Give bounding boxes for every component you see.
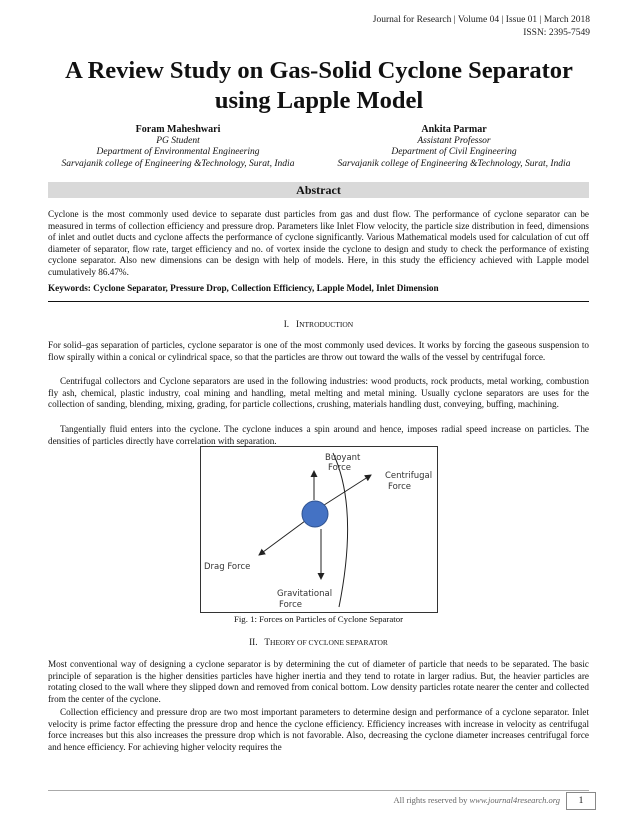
footer-site-link[interactable]: www.journal4research.org	[469, 795, 560, 805]
title-line-2: using Lapple Model	[214, 87, 424, 114]
section-title-initial: I	[296, 319, 300, 329]
journal-header	[373, 14, 590, 40]
page-number: 1	[566, 792, 596, 810]
label-gravitational-1: Gravitational	[277, 589, 333, 599]
intro-paragraph-1: For solid–gas separation of particles, cyclone separator is one of the most commonly used devices. It works by forcing the gaseous suspension to flow spirally within a conical or cylindrical space, so that the particles are throw out toward the walls of the vessel by centrifugal force.	[48, 340, 589, 362]
author-block-2	[314, 124, 594, 170]
label-centrifugal-1: Centrifugal	[385, 471, 433, 481]
theory-paragraph-1: Most conventional way of designing a cyclone separator is by determining the cut of diameter of particle that needs to be separated. The basic principle of separation is the higher densities particles have higher inertia and they tend to rotate in larger radius. But, the heavier particles are rotating closed to the wall where they slipped down and removed from conical bottom. Low density particles rotate nearer the center and collected from the center of the cyclone.	[48, 659, 589, 704]
author-role: PG Student	[156, 135, 200, 146]
keywords-list: Cyclone Separator, Pressure Drop, Collection Efficiency, Lapple Model, Inlet Dimension	[93, 283, 439, 293]
journal-line: Journal for Research | Volume 04 | Issue 01 | March 2018	[372, 15, 590, 25]
author-institution: Sarvajanik college of Engineering &Technology, Surat, India	[337, 158, 571, 169]
intro-paragraph-2: Centrifugal collectors and Cyclone separators are used in the following industries: wood products, rock products, metal working, combustion fly ash, chemical, plastic industry, coal mining and handling, metal melting and metal mining. Usually cyclone separators are uses for the collection of sanding, blending, mixing, grading, for particle collections, crushing, materials handling dust, conveying, buffing, machining.	[48, 376, 589, 410]
author-institution: Sarvajanik college of Engineering &Technology, Surat, India	[61, 158, 295, 169]
title-line-1: A Review Study on Gas-Solid Cyclone Separator	[65, 57, 573, 84]
author-name: Ankita Parmar	[421, 124, 487, 135]
label-buoyant-1: Buoyant	[325, 453, 361, 463]
forces-diagram-svg	[201, 447, 437, 612]
footer-divider	[48, 790, 589, 791]
section-title-initial: T	[264, 637, 271, 647]
section-heading-theory	[48, 636, 589, 649]
figure-caption: Fig. 1: Forces on Particles of Cyclone Separator	[233, 614, 404, 624]
footer-rights	[0, 795, 560, 805]
keywords-label: Keywords:	[48, 283, 91, 293]
section-heading-introduction	[48, 318, 589, 331]
footer-rights-label: All rights reserved by	[393, 795, 468, 805]
particle	[302, 501, 328, 527]
label-gravitational-2: Force	[279, 600, 302, 610]
abstract-text	[48, 209, 589, 279]
section-title-rest: NTRODUCTION	[299, 320, 354, 329]
label-drag: Drag Force	[204, 562, 251, 572]
abstract-body: Cyclone is the most commonly used device to separate dust particles from gas and dust flow. The performance of cyclone separator can be measured in terms of collection efficiency and pressure drop. Parameters like Inlet Flow velocity, the particle size distribution in feed, dimensions of inlet and outlet ducts and cyclone affects the performance of cyclone significantly. Various Mathematical models used for calculation of cut off diameter of separator, flow rate, target efficiency and no. of vortex inside the cyclone to design and study to check the performance of existing cyclone separator. Also new dimensions can be design with help of models. Here, in this study the efficiency achieved with Lapple model cumulatively 86.47%.	[48, 209, 589, 277]
author-department: Department of Civil Engineering	[391, 147, 517, 157]
section-numeral: I.	[283, 319, 290, 329]
intro-paragraph-3: Tangentially fluid enters into the cyclone. The cyclone induces a spin around and hence, imposes radial speed increase on particles. The densities of particles directly have correlation with separation.	[48, 424, 589, 446]
author-role: Assistant Professor	[417, 135, 491, 146]
figure-forces-diagram	[200, 446, 438, 613]
author-block-1	[38, 124, 318, 170]
section-numeral: II.	[249, 637, 258, 647]
section-title-rest: HEORY OF CYCLONE SEPARATOR	[270, 638, 388, 647]
label-buoyant-2: Force	[328, 463, 351, 473]
cyclone-wall-curve	[333, 453, 348, 607]
drag-arrow	[259, 521, 305, 555]
author-department: Department of Environmental Engineering	[96, 147, 260, 157]
paper-title	[40, 56, 598, 116]
abstract-heading: Abstract	[48, 182, 589, 198]
author-name: Foram Maheshwari	[135, 124, 221, 135]
abstract-divider	[48, 301, 589, 302]
issn: ISSN: 2395-7549	[523, 28, 590, 38]
theory-paragraph-2: Collection efficiency and pressure drop are two most important parameters to determine design and performance of a cyclone separator. Inlet velocity is prime factor effecting the pressure drop and hence the cyclone efficiency. Efficiency increases with increase in velocity as centrifugal force increases but this also increases the pressure drop which is not favorable. Also, decreasing the cyclone diameter increases centrifugal force and hence efficiency. For achieving higher velocity requires the	[48, 707, 589, 752]
keywords	[48, 283, 589, 295]
label-centrifugal-2: Force	[388, 482, 411, 492]
